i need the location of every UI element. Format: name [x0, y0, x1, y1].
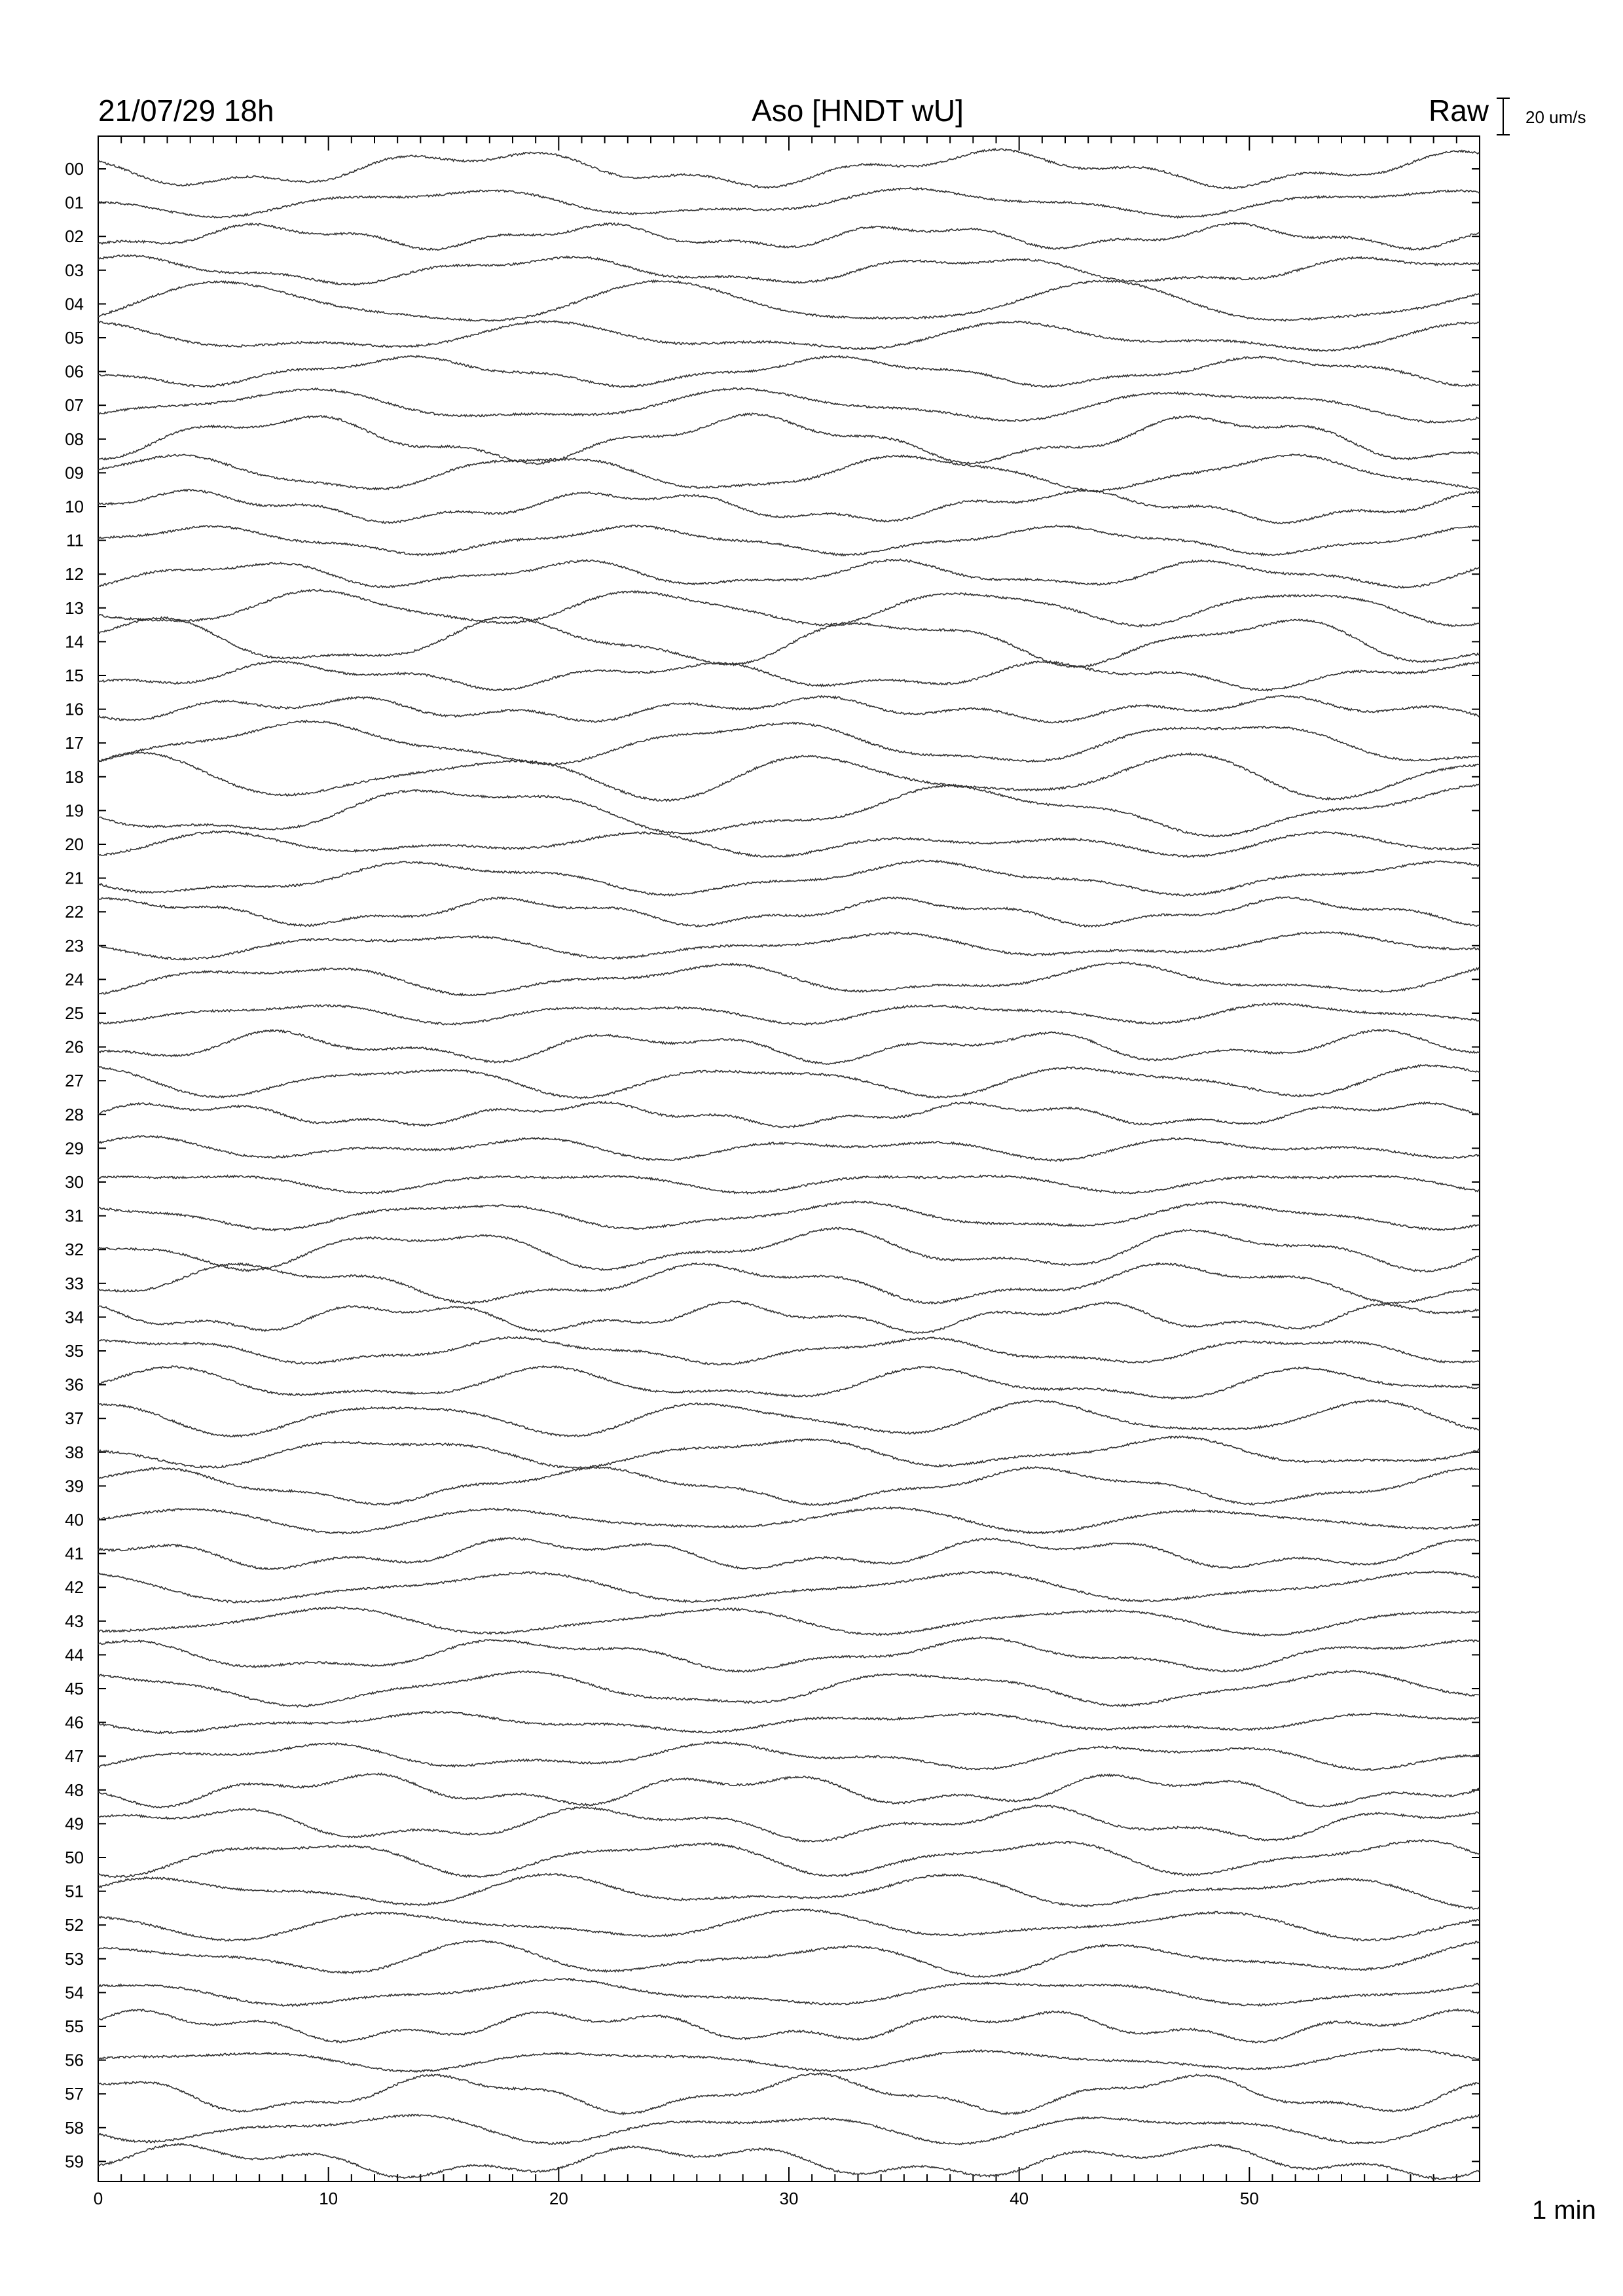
trace-line	[98, 280, 1480, 321]
row-label: 40	[65, 1510, 84, 1530]
row-label: 47	[65, 1746, 84, 1767]
trace-line	[98, 753, 1480, 802]
row-label: 11	[66, 530, 84, 550]
trace-line	[98, 1136, 1480, 1161]
row-label: 04	[65, 294, 84, 314]
row-label: 18	[65, 766, 84, 787]
row-label: 57	[65, 2084, 84, 2104]
row-label: 05	[65, 328, 84, 348]
axis-ticks	[98, 136, 1480, 2181]
trace-line	[98, 1467, 1480, 1505]
row-label: 22	[65, 902, 84, 922]
trace-line	[98, 696, 1480, 723]
row-label: 58	[65, 2117, 84, 2138]
row-label: 14	[65, 632, 84, 652]
trace-line	[98, 1336, 1480, 1365]
row-label: 34	[65, 1307, 84, 1327]
x-tick-label: 30	[779, 2189, 799, 2208]
trace-line	[98, 525, 1480, 556]
trace-line	[98, 1711, 1480, 1733]
row-label: 45	[65, 1679, 84, 1698]
trace-line	[98, 1571, 1480, 1602]
row-label: 41	[65, 1543, 84, 1564]
trace-line	[98, 1065, 1480, 1099]
row-label: 20	[65, 834, 84, 854]
trace-line	[98, 1537, 1480, 1570]
trace-line	[98, 1263, 1480, 1304]
row-label: 23	[65, 935, 84, 956]
trace-line	[98, 2009, 1480, 2043]
station-title: Aso [HNDT wU]	[752, 94, 964, 128]
mode-label: Raw	[1428, 94, 1489, 128]
row-label: 08	[65, 429, 84, 449]
row-label: 15	[65, 666, 84, 685]
trace-line	[98, 355, 1480, 387]
row-label: 06	[65, 361, 84, 382]
x-tick-label: 0	[93, 2189, 103, 2208]
x-tick-labels	[94, 2189, 1259, 2208]
row-label: 36	[65, 1374, 84, 1395]
trace-line	[98, 2049, 1480, 2072]
row-label: 46	[65, 1712, 84, 1732]
trace-line	[98, 1366, 1480, 1399]
row-label: 12	[65, 564, 84, 584]
row-label: 02	[65, 226, 84, 247]
row-label: 00	[65, 159, 84, 179]
trace-line	[98, 1507, 1480, 1534]
trace-line	[98, 1102, 1480, 1128]
x-tick-label: 40	[1010, 2189, 1029, 2208]
row-label: 32	[65, 1240, 84, 1260]
trace-line	[98, 860, 1480, 896]
row-label: 01	[65, 192, 84, 213]
row-label: 16	[65, 699, 84, 719]
row-label: 38	[65, 1442, 84, 1462]
row-label: 42	[65, 1577, 84, 1598]
trace-line	[98, 1805, 1480, 1842]
row-label: 48	[65, 1780, 84, 1800]
trace-line	[98, 1773, 1480, 1808]
row-label: 37	[65, 1408, 84, 1429]
scale-bar	[1497, 98, 1510, 135]
x-unit-label: 1 min	[1532, 2196, 1596, 2225]
row-label: 29	[65, 1138, 84, 1158]
trace-line	[98, 2115, 1480, 2145]
row-label: 49	[65, 1814, 84, 1834]
row-label: 35	[65, 1341, 84, 1361]
trace-line	[98, 2073, 1480, 2115]
row-label: 53	[65, 1948, 84, 1969]
x-tick-label: 50	[1239, 2189, 1259, 2208]
trace-line	[98, 785, 1480, 837]
trace-line	[98, 1003, 1480, 1026]
trace-line	[98, 454, 1480, 492]
trace-line	[98, 1637, 1480, 1672]
plot-frame	[98, 136, 1480, 2181]
date-hour-label: 21/07/29 18h	[98, 94, 274, 128]
row-label: 28	[65, 1104, 84, 1124]
trace-line	[98, 1201, 1480, 1230]
x-tick-label: 20	[549, 2189, 568, 2208]
row-label: 50	[65, 1848, 84, 1867]
trace-line	[98, 149, 1480, 188]
trace-line	[98, 617, 1480, 668]
trace-line	[98, 1030, 1480, 1064]
row-label: 09	[65, 463, 84, 483]
trace-line	[98, 321, 1480, 351]
trace-line	[98, 490, 1480, 524]
trace-line	[98, 1840, 1480, 1878]
row-label: 31	[65, 1206, 84, 1226]
row-label: 55	[65, 2017, 84, 2036]
row-label: 26	[65, 1037, 84, 1057]
row-label: 56	[65, 2050, 84, 2070]
row-label: 43	[65, 1611, 84, 1631]
trace-line	[98, 962, 1480, 996]
row-label: 44	[65, 1645, 84, 1665]
row-label: 07	[65, 395, 84, 416]
row-label: 03	[65, 260, 84, 280]
trace-line	[98, 1671, 1480, 1708]
trace-line	[98, 931, 1480, 960]
row-label: 17	[65, 733, 84, 753]
trace-line	[98, 559, 1480, 588]
trace-line	[98, 1227, 1480, 1272]
row-label: 27	[65, 1071, 84, 1091]
row-label: 25	[65, 1003, 84, 1023]
trace-line	[98, 590, 1480, 627]
trace-line	[98, 831, 1480, 857]
row-label: 39	[65, 1476, 84, 1496]
row-label: 59	[65, 2151, 84, 2172]
trace-line	[98, 1909, 1480, 1941]
trace-line	[98, 1874, 1480, 1909]
trace-line	[98, 661, 1480, 691]
row-label: 54	[65, 1982, 84, 2003]
trace-line	[98, 1607, 1480, 1636]
trace-line	[98, 1175, 1480, 1194]
trace-line	[98, 897, 1480, 927]
scale-bar-label: 20 um/s	[1525, 107, 1586, 127]
trace-line	[98, 255, 1480, 285]
row-label: 51	[65, 1881, 84, 1901]
row-label: 13	[65, 598, 84, 618]
trace-line	[98, 188, 1480, 218]
x-tick-label: 10	[319, 2189, 338, 2208]
trace-line	[98, 1979, 1480, 2006]
row-label: 24	[65, 969, 84, 990]
row-label: 10	[65, 497, 84, 516]
trace-line	[98, 1400, 1480, 1437]
trace-line	[98, 1941, 1480, 1978]
traces	[98, 149, 1480, 2179]
row-label: 19	[65, 800, 84, 821]
trace-line	[98, 223, 1480, 250]
trace-line	[98, 1301, 1480, 1333]
row-label: 21	[65, 868, 84, 888]
row-label: 52	[65, 1915, 84, 1935]
row-labels	[65, 159, 84, 2171]
row-label: 30	[65, 1172, 84, 1192]
row-label: 33	[65, 1273, 84, 1293]
trace-line	[98, 1742, 1480, 1770]
trace-line	[98, 1436, 1480, 1468]
